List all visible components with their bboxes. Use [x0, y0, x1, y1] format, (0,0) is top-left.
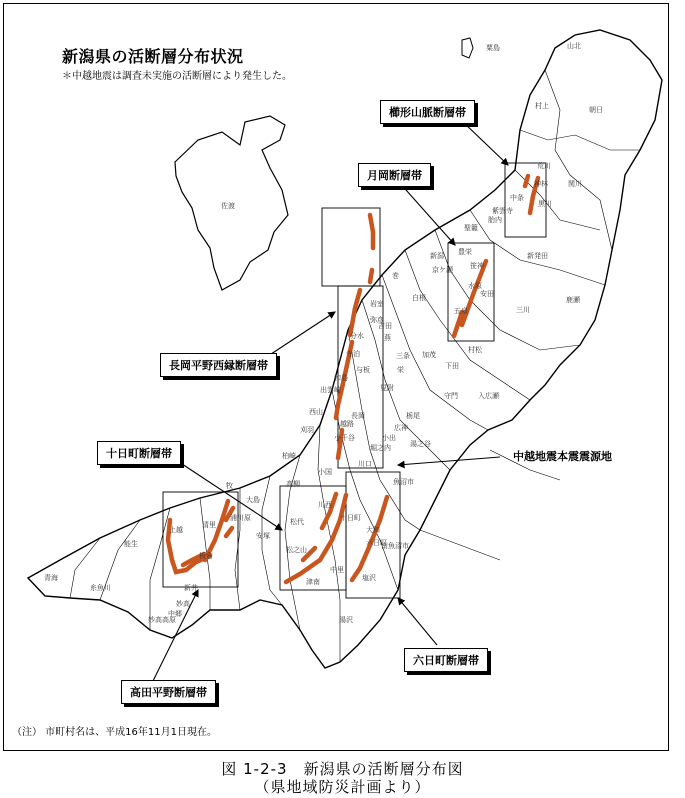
- place-kanose: 鹿瀬: [566, 296, 580, 304]
- place-maki: 巻: [392, 272, 399, 280]
- place-sakae: 栄: [397, 366, 404, 374]
- place-kyogase: 京ケ瀬: [432, 266, 453, 274]
- place-asahi: 朝日: [589, 106, 603, 114]
- place-gosen: 五泉: [454, 307, 468, 315]
- place-itakura: 板倉: [199, 552, 213, 560]
- place-kawaguchi: 川口: [358, 460, 372, 468]
- place-koide: 小出: [382, 434, 396, 442]
- place-tainai: 胎内: [488, 216, 502, 224]
- place-kamihayashi: 神林: [534, 180, 548, 188]
- place-sanpoku: 山北: [567, 42, 581, 50]
- map-subtitle: ＊中越地震は調査未実施の活断層により発生した。: [62, 71, 292, 82]
- place-shimoda: 下田: [445, 362, 459, 370]
- place-nakasato: 中里: [330, 566, 344, 574]
- label-muika-fault: 六日町断層帯: [404, 648, 488, 672]
- label-takada-fault: 高田平野断層帯: [121, 680, 216, 704]
- place-kamo: 加茂: [422, 351, 436, 359]
- place-tokamachi: 十日町: [340, 514, 361, 522]
- place-yuzawa: 湯沢: [339, 616, 353, 624]
- place-yahiko: 弥彦: [370, 316, 384, 324]
- place-uonuma: 魚沼市: [393, 478, 414, 486]
- callout-arrows: [152, 121, 508, 683]
- place-awashima: 粟島: [486, 44, 500, 52]
- place-shiunji: 紫雲寺: [492, 207, 513, 215]
- place-myoko: 妙高: [176, 600, 190, 608]
- fault-tsukioka: [454, 261, 486, 336]
- label-tsukioka-fault: 月岡断層帯: [358, 163, 431, 187]
- fault-nagaoka-2: [370, 270, 372, 282]
- place-oguni: 小国: [318, 468, 332, 476]
- place-teradomari: 寺泊: [346, 350, 360, 358]
- place-izumozaki: 出雲崎: [320, 386, 341, 394]
- label-epicenter: 中越地震本震震源地: [513, 450, 612, 463]
- label-tokamachi-fault: 十日町断層帯: [97, 441, 181, 465]
- fault-takada-3: [226, 528, 232, 536]
- place-muramatsu: 村松: [468, 346, 482, 354]
- fault-nagaoka-1: [370, 215, 373, 248]
- place-sado: 佐渡: [221, 202, 235, 210]
- place-tsubame: 燕: [384, 334, 391, 342]
- figure-caption: 図 1-2-3 新潟県の活断層分布図: [221, 760, 464, 778]
- place-niigata: 新潟: [430, 252, 444, 260]
- place-maki-joetsu: 牧: [226, 482, 233, 490]
- place-nou: 能生: [124, 540, 138, 548]
- place-takayanagi: 高柳: [286, 480, 300, 488]
- place-nakajo: 中条: [510, 194, 524, 202]
- place-uragawara: 浦川原: [230, 514, 251, 522]
- place-yamato: 大和: [366, 526, 380, 534]
- place-yoita: 与板: [356, 366, 370, 374]
- place-yunotani: 湯之谷: [410, 440, 431, 448]
- place-sasakami: 笹神: [470, 262, 484, 270]
- place-wajima: 和島: [334, 374, 348, 382]
- place-sumon: 守門: [444, 392, 458, 400]
- place-oshima: 大島: [246, 496, 260, 504]
- mainland-outline: [28, 30, 662, 668]
- place-kawanishi: 川西: [318, 501, 332, 509]
- label-nagaoka-fault: 長岡平野西縁断層帯: [160, 353, 277, 377]
- place-yasuda: 安田: [480, 290, 494, 298]
- place-arakawa: 荒川: [537, 162, 551, 170]
- figure-source: （県地域防災計画より）: [254, 778, 431, 796]
- place-nishiyama: 西山: [309, 408, 323, 416]
- fault-study-boxes: [163, 163, 546, 598]
- map-title: 新潟県の活断層分布状況: [62, 47, 244, 66]
- place-itoigawa: 糸魚川: [90, 584, 111, 592]
- place-kiyosato: 清里: [202, 521, 216, 529]
- place-horinouchi: 堀之内: [370, 444, 391, 452]
- place-tochio: 栃尾: [406, 412, 420, 420]
- place-yoshida: 吉田: [378, 322, 392, 330]
- place-matsunoyama: 松之山: [286, 546, 307, 554]
- fault-nagaoka-3: [350, 290, 360, 335]
- place-joetsu: 上越: [169, 526, 183, 534]
- place-kashiwazaki: 柏崎: [282, 452, 296, 460]
- place-bunsui: 分水: [350, 332, 364, 340]
- place-myokokogen: 妙高高原: [148, 616, 176, 624]
- place-suibara: 水原: [468, 282, 482, 290]
- footnote: （注） 市町村名は、平成16年11月1日現在。: [12, 727, 217, 738]
- place-mikawa: 三川: [516, 306, 530, 314]
- place-ojiya: 小千谷: [334, 434, 355, 442]
- place-matsudai: 松代: [290, 518, 304, 526]
- place-shirone: 白根: [412, 294, 426, 302]
- place-tsunan: 津南: [306, 578, 320, 586]
- place-sanjo: 三条: [396, 352, 410, 360]
- place-kurokawa: 黒川: [538, 200, 552, 208]
- place-arai: 新井: [184, 584, 198, 592]
- fault-tokamachi-3: [322, 494, 336, 528]
- place-koshiji: 越路: [340, 420, 354, 428]
- place-nagaoka: 長岡: [351, 412, 365, 420]
- place-murakami: 村上: [535, 102, 549, 110]
- place-omi: 青海: [44, 574, 58, 582]
- place-muikamachi: 六日町: [366, 539, 387, 547]
- place-nakago: 中郷: [168, 610, 182, 618]
- place-sekikawa: 関川: [568, 180, 582, 188]
- place-shibata: 新発田: [527, 252, 548, 260]
- awashima-outline: [462, 38, 473, 58]
- place-shiozawa: 塩沢: [362, 574, 376, 582]
- place-iwamuro: 岩室: [370, 300, 384, 308]
- place-kariwa: 刈羽: [300, 426, 314, 434]
- place-hirokami: 広神: [394, 424, 408, 432]
- place-mitsuke: 見附: [380, 384, 394, 392]
- label-kushigata-fault: 櫛形山脈断層帯: [380, 100, 475, 124]
- place-yasuzuka: 安塚: [256, 532, 270, 540]
- place-irihirose: 入広瀬: [478, 392, 499, 400]
- place-seiro: 聖籠: [464, 224, 478, 232]
- place-minamiuonuma: 南魚沼市: [381, 542, 409, 550]
- place-toyosaka: 豊栄: [458, 248, 472, 256]
